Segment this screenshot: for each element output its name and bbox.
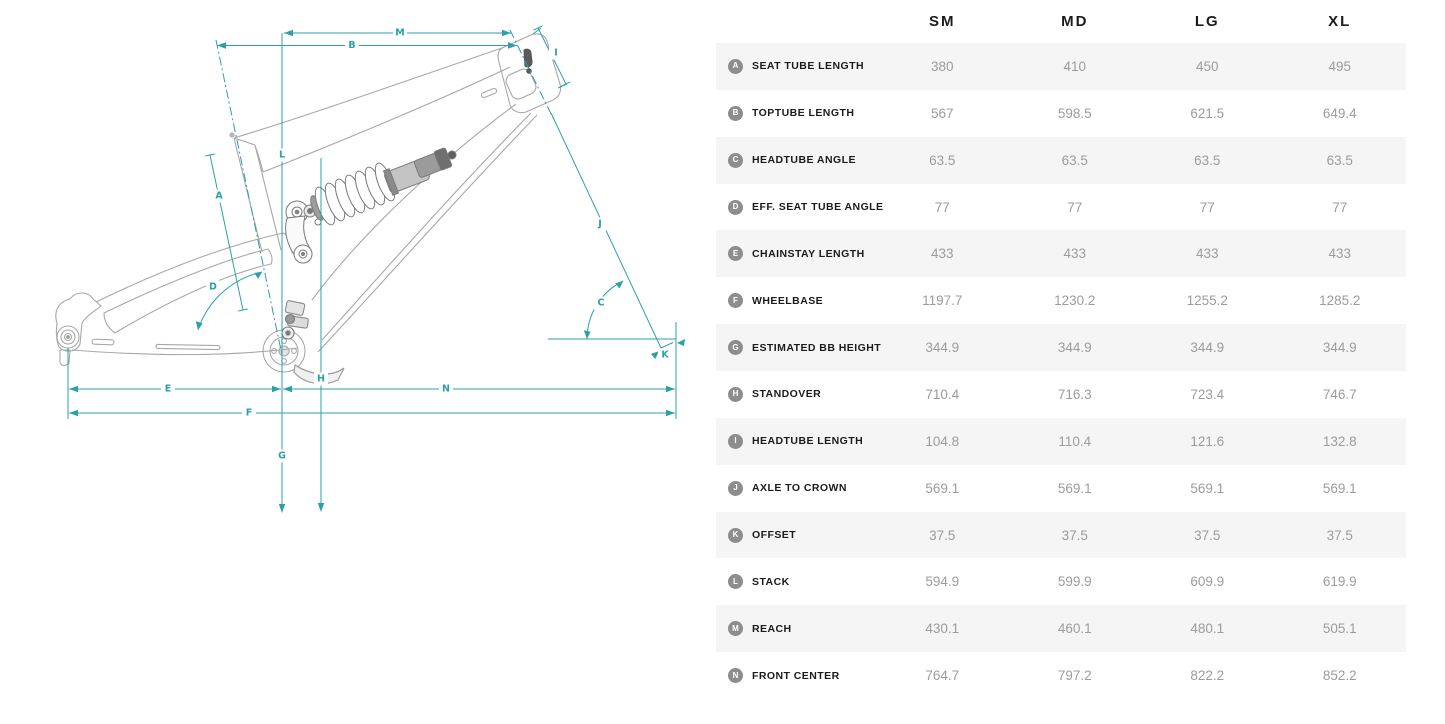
value-cell: 495	[1328, 58, 1352, 74]
row-label: WHEELBASE	[752, 294, 824, 307]
value-cell: 77	[1332, 199, 1348, 215]
row-label-cell	[716, 106, 876, 121]
table-row-j	[716, 465, 1406, 512]
value-cell: 110.4	[1058, 433, 1092, 449]
value-cell: 619.9	[1322, 574, 1357, 590]
dimension-letter-j: J	[598, 218, 602, 230]
row-letter-badge: C	[728, 153, 743, 168]
row-letter-badge: G	[728, 340, 743, 355]
row-letter-badge: J	[728, 481, 743, 496]
row-letter-badge: D	[728, 200, 743, 215]
value-cell: 433	[1328, 246, 1352, 262]
row-letter-badge: L	[728, 574, 743, 589]
table-row-i	[716, 418, 1406, 465]
geometry-table-rows	[716, 43, 1406, 699]
value-cell: 344.9	[1057, 340, 1092, 356]
value-cell: 764.7	[925, 668, 960, 684]
table-row-c	[716, 137, 1406, 184]
row-label: STANDOVER	[752, 388, 822, 401]
row-label-cell	[716, 340, 882, 355]
dimension-letter-h: H	[317, 373, 325, 385]
dimension-letter-a: A	[215, 190, 223, 202]
row-letter-badge: K	[728, 528, 743, 543]
value-cell: 63.5	[929, 152, 956, 168]
row-label: HEADTUBE ANGLE	[752, 154, 856, 167]
size-column-header-lg: LG	[1194, 13, 1220, 30]
row-label-cell	[716, 528, 876, 543]
value-cell: 716.3	[1057, 386, 1092, 402]
value-cell: 63.5	[1061, 152, 1088, 168]
value-cell: 37.5	[1194, 527, 1221, 543]
value-cell: 1197.7	[922, 293, 963, 309]
row-letter-badge: N	[728, 668, 743, 683]
value-cell: 852.2	[1322, 668, 1357, 684]
row-letter-badge: E	[728, 246, 743, 261]
row-letter-badge: B	[728, 106, 743, 121]
value-cell: 621.5	[1190, 105, 1225, 121]
value-cell: 609.9	[1190, 574, 1225, 590]
table-row-h	[716, 371, 1406, 418]
table-row-a	[716, 43, 1406, 90]
dimension-arrowheads	[69, 27, 685, 513]
shock-assembly	[286, 148, 456, 263]
dimension-lines	[68, 26, 685, 513]
value-cell: 569.1	[1190, 480, 1225, 496]
dimension-letter-m: M	[395, 27, 405, 39]
value-cell: 132.8	[1322, 433, 1357, 449]
value-cell: 710.4	[925, 386, 960, 402]
value-cell: 433	[1195, 246, 1219, 262]
size-column-header-md: MD	[1061, 13, 1089, 30]
table-row-f	[716, 277, 1406, 324]
value-cell: 433	[930, 246, 954, 262]
value-cell: 63.5	[1326, 152, 1353, 168]
geometry-table	[716, 0, 1406, 699]
row-label-cell	[716, 387, 876, 402]
value-cell: 1285.2	[1319, 293, 1361, 309]
row-label-cell	[716, 434, 876, 449]
row-label: FRONT CENTER	[752, 669, 840, 682]
table-row-d	[716, 184, 1406, 231]
row-label-cell	[716, 668, 876, 683]
size-column-header-sm: SM	[929, 13, 956, 30]
value-cell: 344.9	[925, 340, 960, 356]
value-cell: 344.9	[1322, 340, 1357, 356]
table-row-b	[716, 90, 1406, 137]
row-label: OFFSET	[752, 529, 797, 542]
size-column-header-xl: XL	[1328, 13, 1352, 30]
row-letter-badge: H	[728, 387, 743, 402]
value-cell: 37.5	[1061, 527, 1088, 543]
value-cell: 569.1	[1322, 480, 1357, 496]
row-letter-badge: A	[728, 59, 743, 74]
row-label: STACK	[752, 575, 790, 588]
row-label-cell	[716, 59, 876, 74]
dimension-letter-b: B	[348, 40, 356, 51]
dimension-letter-g: G	[278, 450, 286, 462]
dimension-letter-l: L	[278, 149, 286, 161]
row-label-cell	[716, 481, 876, 496]
value-cell: 121.6	[1190, 433, 1225, 449]
dimension-letter-c: C	[597, 297, 605, 309]
row-label: TOPTUBE LENGTH	[752, 107, 855, 120]
row-label-cell	[716, 293, 876, 308]
dimension-letter-e: E	[164, 383, 172, 395]
row-label: REACH	[752, 622, 792, 635]
geometry-diagram	[0, 0, 716, 724]
dimension-letter-n: N	[442, 383, 450, 395]
value-cell: 77	[1199, 199, 1215, 215]
value-cell: 433	[1063, 246, 1087, 262]
value-cell: 410	[1063, 58, 1087, 74]
value-cell: 480.1	[1190, 621, 1225, 637]
value-cell: 380	[930, 58, 954, 74]
row-letter-badge: I	[728, 434, 743, 449]
value-cell: 37.5	[929, 527, 956, 543]
table-row-m	[716, 605, 1406, 652]
table-row-l	[716, 558, 1406, 605]
value-cell: 430.1	[925, 621, 960, 637]
row-label: AXLE TO CROWN	[752, 482, 847, 495]
value-cell: 63.5	[1194, 152, 1221, 168]
dimension-letter-i: I	[554, 47, 558, 59]
row-label-cell	[716, 621, 876, 636]
table-row-k	[716, 512, 1406, 559]
value-cell: 1230.2	[1054, 293, 1096, 309]
value-cell: 569.1	[925, 480, 960, 496]
value-cell: 460.1	[1057, 621, 1092, 637]
value-cell: 104.8	[925, 433, 960, 449]
dimension-letter-f: F	[245, 407, 253, 419]
row-letter-badge: F	[728, 293, 743, 308]
value-cell: 77	[1067, 199, 1083, 215]
table-row-n	[716, 652, 1406, 699]
row-letter-badge: M	[728, 621, 743, 636]
table-row-g	[716, 324, 1406, 371]
value-cell: 567	[930, 105, 954, 121]
row-label: EFF. SEAT TUBE ANGLE	[752, 201, 884, 213]
value-cell: 1255.2	[1186, 293, 1228, 309]
value-cell: 77	[934, 199, 950, 215]
value-cell: 599.9	[1057, 574, 1092, 590]
row-label: SEAT TUBE LENGTH	[752, 60, 865, 73]
value-cell: 505.1	[1322, 621, 1357, 637]
row-label-cell	[716, 246, 876, 261]
row-label-cell	[716, 574, 876, 589]
value-cell: 797.2	[1057, 668, 1092, 684]
row-label-cell	[716, 153, 876, 168]
row-label: ESTIMATED BB HEIGHT	[752, 341, 882, 354]
value-cell: 649.4	[1322, 105, 1357, 121]
row-label: CHAINSTAY LENGTH	[752, 247, 865, 260]
size-header-row	[716, 0, 1406, 43]
value-cell: 344.9	[1190, 340, 1225, 356]
value-cell: 450	[1195, 58, 1219, 74]
value-cell: 723.4	[1190, 386, 1225, 402]
value-cell: 598.5	[1057, 105, 1092, 121]
value-cell: 594.9	[925, 574, 960, 590]
table-row-e	[716, 230, 1406, 277]
value-cell: 822.2	[1190, 668, 1225, 684]
dimension-letter-d: D	[209, 281, 217, 293]
row-label: HEADTUBE LENGTH	[752, 435, 864, 448]
dimension-letter-k: K	[661, 349, 669, 361]
value-cell: 569.1	[1057, 480, 1092, 496]
row-label-cell	[716, 200, 884, 215]
value-cell: 37.5	[1326, 527, 1353, 543]
value-cell: 746.7	[1322, 386, 1357, 402]
